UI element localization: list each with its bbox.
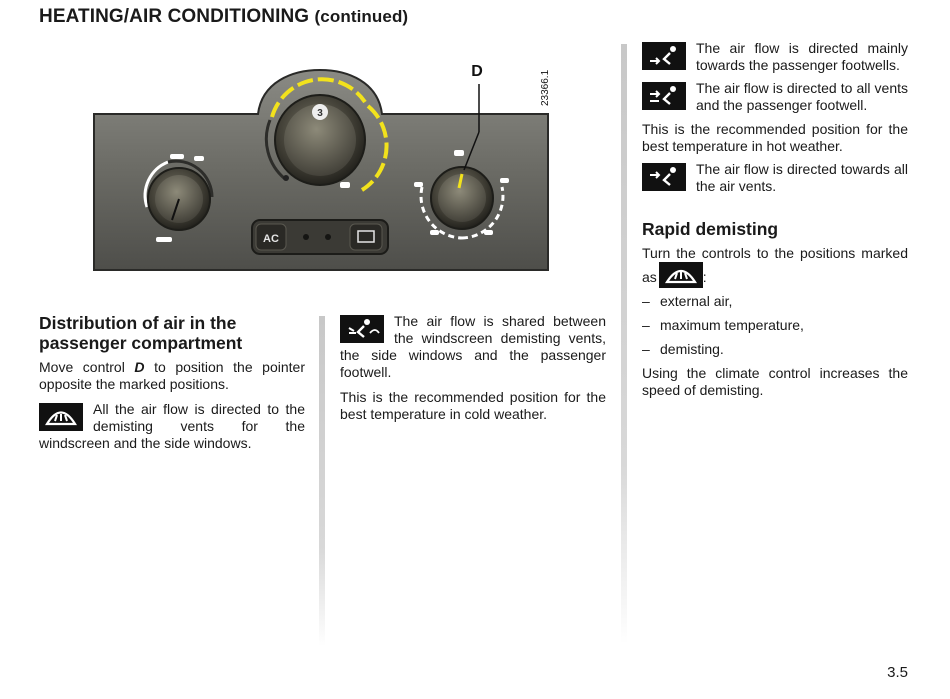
shared-block xyxy=(340,313,606,381)
hot-weather-text: This is the recommended position for the best temperature in hot weather. xyxy=(642,121,908,154)
page-title-suffix: (continued) xyxy=(314,7,409,26)
rapid-intro-colon: : xyxy=(702,269,707,285)
closing-text: Using the climate control increases the speed of demisting. xyxy=(642,365,908,398)
bullet-text: external air, xyxy=(660,293,733,309)
callout-d-label: D xyxy=(471,63,483,80)
ac-button-label: AC xyxy=(263,233,279,245)
control-panel-illustration xyxy=(92,62,562,277)
bullet-item xyxy=(642,317,908,334)
bullet-text: maximum temperature, xyxy=(660,317,804,333)
bullet-text: demisting. xyxy=(660,341,724,357)
bullet-item xyxy=(642,293,908,310)
footwell-block xyxy=(642,40,908,74)
vents-footwell-icon xyxy=(642,82,686,110)
middle-column xyxy=(340,313,606,423)
all-vents-footwell-text: The air flow is directed to all vents and the passenger footwell. xyxy=(696,80,908,113)
column-divider-right xyxy=(621,44,627,644)
intro-text-post: to position the pointer opposite the marked positions. xyxy=(39,359,305,392)
demist-footwell-icon xyxy=(340,315,384,343)
page-title-main: HEATING/AIR CONDITIONING xyxy=(39,6,310,27)
left-column xyxy=(39,313,305,452)
fan-speed-label: 3 xyxy=(317,108,323,119)
demist-block xyxy=(39,401,305,452)
bullet-dash: – xyxy=(642,317,650,333)
windscreen-demist-icon xyxy=(39,403,83,431)
bullet-item xyxy=(642,341,908,358)
rapid-intro-text: Turn the controls to the positions marked as xyxy=(642,245,908,285)
right-column xyxy=(642,40,908,399)
bullet-dash: – xyxy=(642,341,650,357)
demist-text: All the air flow is directed to the demisting vents for the windscreen and the side windows. xyxy=(39,401,305,451)
rapid-demist-icon xyxy=(659,262,703,288)
footwell-text: The air flow is directed mainly towards the passenger footwells. xyxy=(696,40,908,73)
figure-reference-number: 23366.1 xyxy=(540,69,551,106)
page-title xyxy=(39,6,408,28)
intro-control-letter: D xyxy=(134,359,145,375)
intro-text-pre: Move control xyxy=(39,359,135,375)
distribution-heading: Distribution of air in the passenger compartment xyxy=(39,313,243,353)
rapid-bullets xyxy=(642,293,908,358)
shared-text: The air flow is shared between the windscreen demisting vents, the side windows and the passenger footwell. xyxy=(340,313,606,380)
page-number: 3.5 xyxy=(887,664,908,681)
air-vents-text: The air flow is directed towards all the air vents. xyxy=(696,161,908,194)
control-panel-figure xyxy=(92,62,562,282)
face-vents-icon xyxy=(642,163,686,191)
cold-weather-text: This is the recommended position for the best temperature in cold weather. xyxy=(340,389,606,422)
all-vents-footwell-block xyxy=(642,80,908,114)
footwell-flow-icon xyxy=(642,42,686,70)
rapid-intro xyxy=(642,245,908,288)
column-divider-left xyxy=(319,316,325,646)
rapid-demisting-heading: Rapid demisting xyxy=(642,219,779,239)
air-vents-block xyxy=(642,161,908,195)
distribution-intro xyxy=(39,359,305,393)
bullet-dash: – xyxy=(642,293,650,309)
